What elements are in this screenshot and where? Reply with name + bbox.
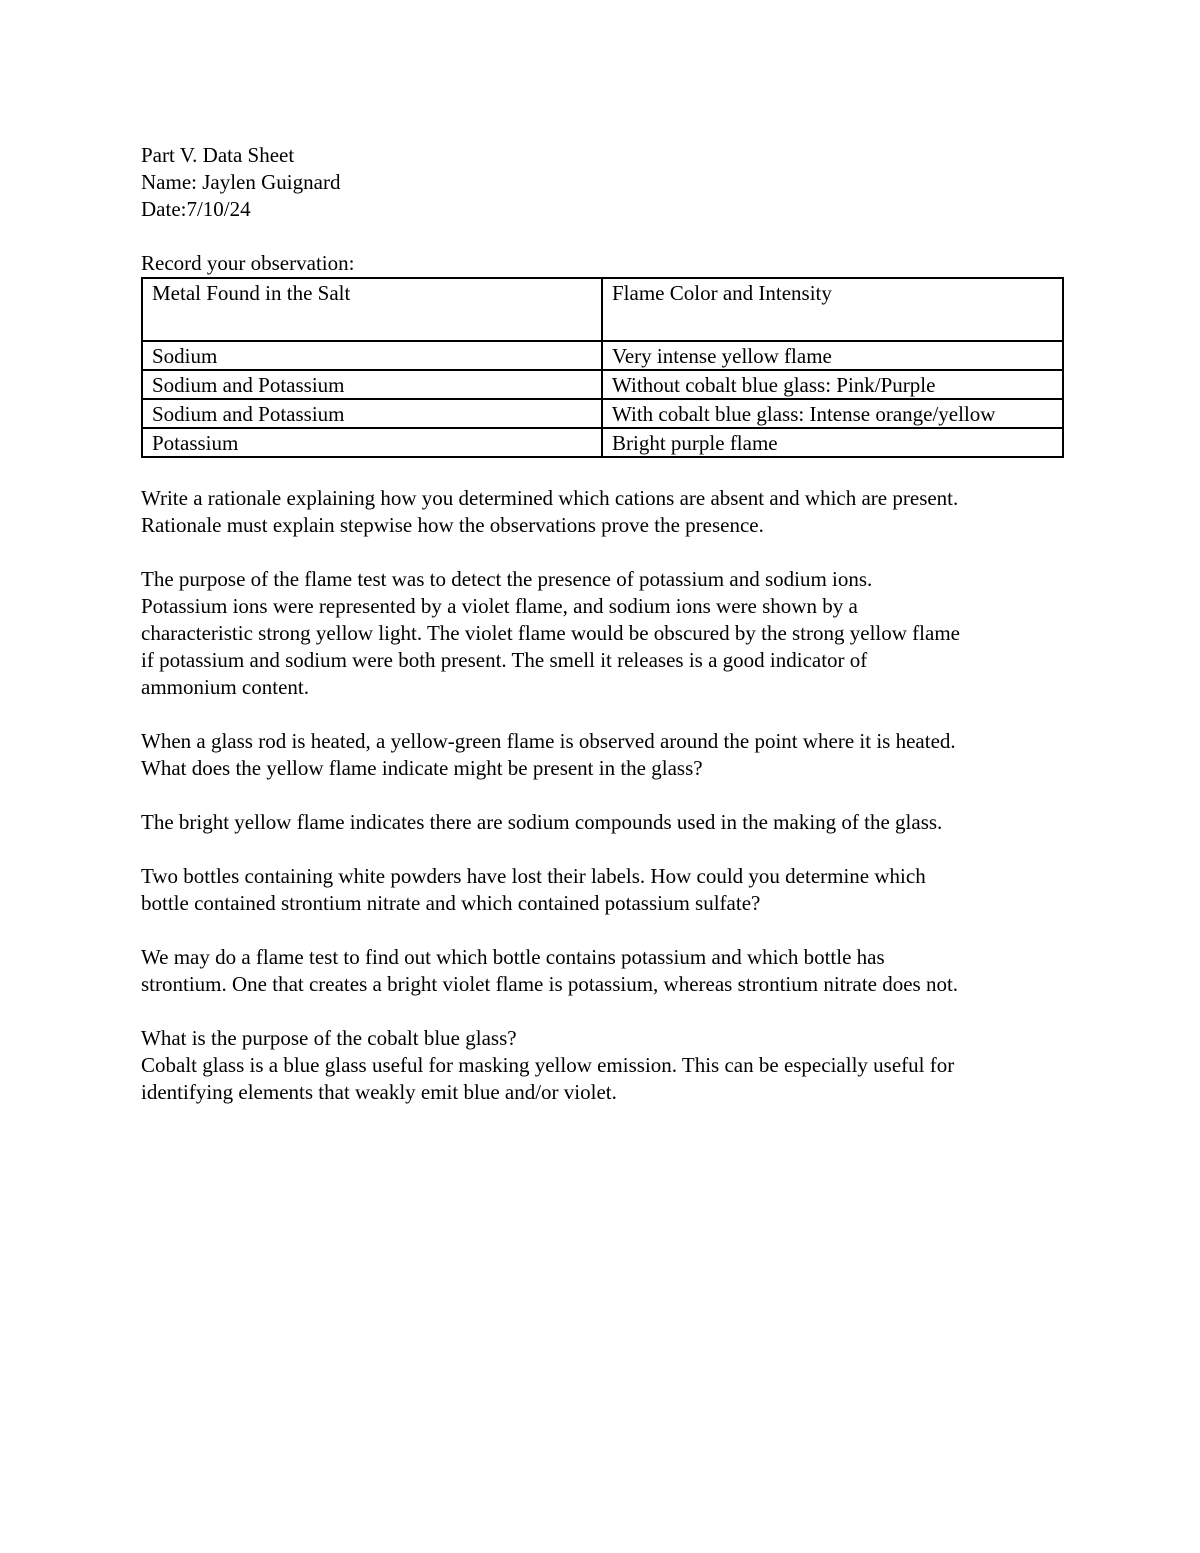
table-cell-flame: Bright purple flame xyxy=(602,428,1063,457)
document-header xyxy=(141,142,1061,223)
table-cell-metal: Potassium xyxy=(142,428,602,457)
glass-rod-answer xyxy=(141,809,1061,836)
text-line: ammonium content. xyxy=(141,675,309,699)
table-cell-metal: Sodium xyxy=(142,341,602,370)
text-line: identifying elements that weakly emit blue and/or violet. xyxy=(141,1080,617,1104)
rationale-prompt xyxy=(141,485,1061,539)
column-header-flame: Flame Color and Intensity xyxy=(602,278,1063,341)
table-row xyxy=(142,399,1063,428)
observation-table xyxy=(141,277,1064,458)
report-date: Date:7/10/24 xyxy=(141,197,251,221)
table-cell-flame: Very intense yellow flame xyxy=(602,341,1063,370)
text-line: The purpose of the flame test was to detect the presence of potassium and sodium ions. xyxy=(141,567,873,591)
text-line: Cobalt glass is a blue glass useful for masking yellow emission. This can be especially useful for xyxy=(141,1053,955,1077)
cobalt-question: What is the purpose of the cobalt blue glass? xyxy=(141,1026,517,1050)
column-header-metal: Metal Found in the Salt xyxy=(142,278,602,341)
student-name: Name: Jaylen Guignard xyxy=(141,170,341,194)
text-line: if potassium and sodium were both present. The smell it releases is a good indicator of xyxy=(141,648,868,672)
text-line: The bright yellow flame indicates there are sodium compounds used in the making of the glass. xyxy=(141,810,943,834)
table-row xyxy=(142,428,1063,457)
document-page xyxy=(141,142,1061,1106)
text-line: bottle contained strontium nitrate and which contained potassium sulfate? xyxy=(141,891,761,915)
text-line: When a glass rod is heated, a yellow-green flame is observed around the point where it is heated. xyxy=(141,729,956,753)
table-cell-flame: Without cobalt blue glass: Pink/Purple xyxy=(602,370,1063,399)
table-cell-flame: With cobalt blue glass: Intense orange/yellow xyxy=(602,399,1063,428)
table-cell-metal: Sodium and Potassium xyxy=(142,399,602,428)
text-line: characteristic strong yellow light. The violet flame would be obscured by the strong yellow flame xyxy=(141,621,960,645)
text-line: Two bottles containing white powders have lost their labels. How could you determine which xyxy=(141,864,926,888)
bottles-question xyxy=(141,863,1061,917)
glass-rod-question xyxy=(141,728,1061,782)
text-line: strontium. One that creates a bright violet flame is potassium, whereas strontium nitrate does not. xyxy=(141,972,959,996)
cobalt-section xyxy=(141,1025,1061,1106)
text-line: Potassium ions were represented by a violet flame, and sodium ions were shown by a xyxy=(141,594,858,618)
spacer xyxy=(141,223,1061,250)
text-line: We may do a flame test to find out which bottle contains potassium and which bottle has xyxy=(141,945,885,969)
table-row xyxy=(142,370,1063,399)
observation-prompt: Record your observation: xyxy=(141,251,355,275)
bottles-answer xyxy=(141,944,1061,998)
table-cell-metal: Sodium and Potassium xyxy=(142,370,602,399)
text-line: Write a rationale explaining how you determined which cations are absent and which are present. xyxy=(141,486,959,510)
table-row xyxy=(142,341,1063,370)
table-header-row xyxy=(142,278,1063,341)
text-line: Rationale must explain stepwise how the observations prove the presence. xyxy=(141,513,764,537)
page-title: Part V. Data Sheet xyxy=(141,143,295,167)
text-line: What does the yellow flame indicate might be present in the glass? xyxy=(141,756,703,780)
rationale-answer xyxy=(141,566,1061,701)
